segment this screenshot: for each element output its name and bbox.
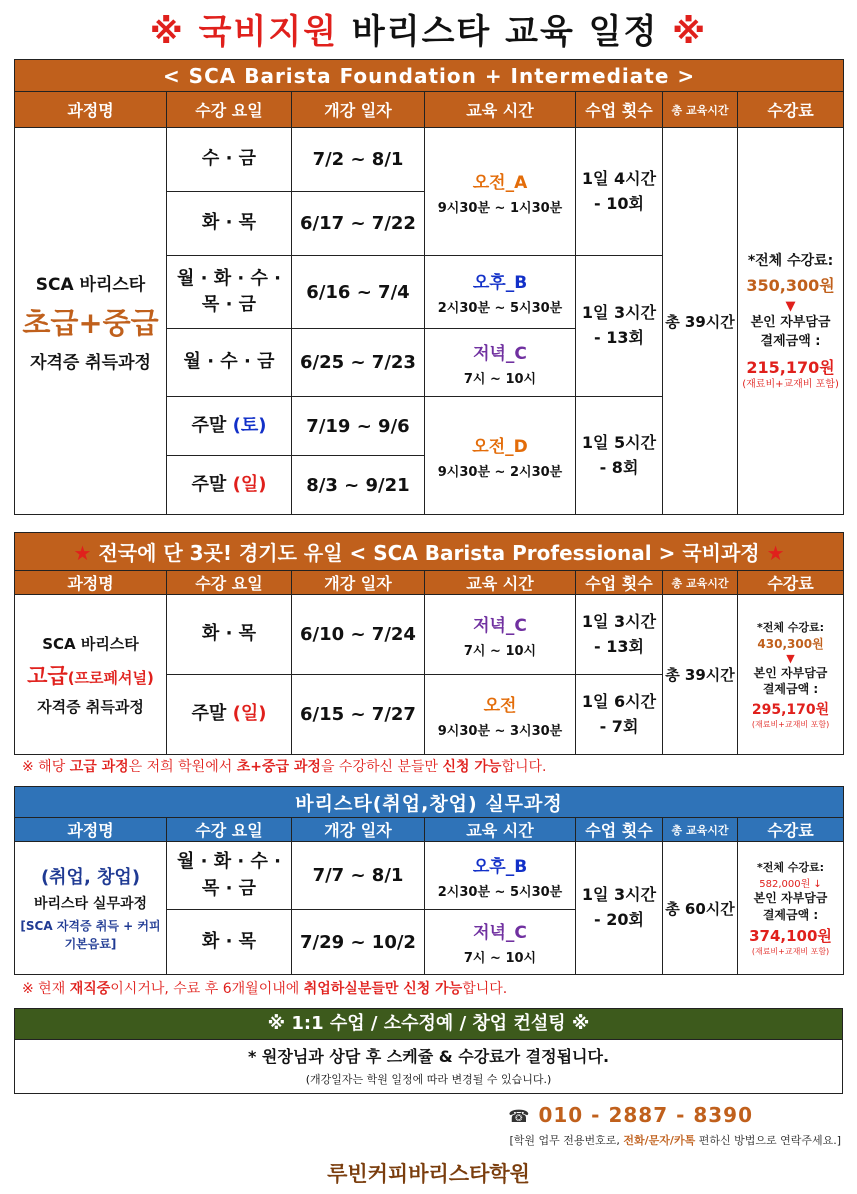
notice-bold: 고급 과정 [69,759,129,775]
down-arrow-icon: ▼ [786,651,795,665]
course-line: 바리스타 실무과정 [33,896,148,912]
fee-total: 430,300원 [757,636,824,651]
title-mark-right: ※ [672,12,708,52]
day-cell: 월 · 화 · 수 · 목 · 금 [167,256,292,329]
practical-schedule-table [14,786,844,975]
date-cell: 7/19 ~ 9/6 [292,397,425,456]
slot-range: 9시30분 ~ 2시30분 [437,464,563,480]
fee-label: *전체 수강료: [756,861,825,875]
fee-note: (재료비+교재비 포함) [751,720,830,730]
day-prefix: 주말 [191,703,227,725]
fee-total: 350,300원 [746,275,835,295]
fee-self-pay: 374,100원 [749,926,832,945]
banner-text: 전국에 단 3곳! 경기도 유일 < SCA Barista Professional > 국비과정 [98,541,760,565]
consulting-sub-text: (개강일자는 학원 일정에 따라 변경될 수 있습니다.) [305,1073,552,1086]
col-start-date: 개강 일자 [292,92,425,128]
fee-label: *전체 수강료: [756,620,825,634]
fee-cell [738,842,844,975]
course-level: 초급+중급 [22,305,159,340]
col-total-hours: 총 교육시간 [663,92,738,128]
day-cell [167,675,292,755]
professional-banner [15,533,844,571]
day-cell [167,456,292,515]
course-line: SCA 바리스타 [35,274,146,295]
course-line: 자격증 취득과정 [30,352,151,373]
star-icon: ★ [73,541,92,565]
notice-text: 이시거나, 수료 후 6개월이내에 [110,981,304,997]
session-count-cell [576,256,663,397]
course-line: SCA 바리스타 [42,634,139,653]
course-level-main: 고급 [27,663,68,688]
notice-text: 합니다. [501,759,547,775]
fee-self-pay: 215,170원 [746,358,835,378]
slot-range: 2시30분 ~ 5시30분 [437,884,563,900]
slot-label: 오전_A [472,172,528,193]
time-slot-cell [425,256,576,329]
session-count-cell [576,675,663,755]
slot-label: 저녁_C [473,343,527,364]
col-fee: 수강료 [738,92,844,128]
count-line: - 7회 [599,716,639,736]
count-line: 1일 3시간 [581,611,657,631]
col-start-date: 개강 일자 [292,818,425,842]
col-sessions: 수업 횟수 [576,92,663,128]
count-line: 1일 5시간 [581,432,657,452]
col-days: 수강 요일 [167,571,292,595]
session-count-cell [576,397,663,515]
notice-text: 은 저희 학원에서 [128,759,237,775]
course-name-cell [15,595,167,755]
academy-name: 루빈커피바리스타학원 [327,1162,530,1186]
title-rest: 바리스타 교육 일정 [351,12,659,52]
table-header-row [15,571,844,595]
day-cell [167,397,292,456]
consulting-title: ※ 1:1 수업 / 소수정예 / 창업 컨설팅 ※ [15,1009,842,1039]
total-hours-cell: 총 39시간 [663,595,738,755]
time-slot-cell [425,128,576,256]
time-slot-cell [425,842,576,910]
col-time: 교육 시간 [425,818,576,842]
col-start-date: 개강 일자 [292,571,425,595]
fee-label: *전체 수강료: [747,252,834,269]
col-fee: 수강료 [738,571,844,595]
fee-label: 결제금액 : [762,907,819,922]
contact-note-text: [학원 업무 전용번호로, [509,1134,624,1147]
fee-label: 결제금액 : [760,333,821,349]
slot-range: 9시30분 ~ 3시30분 [437,723,563,739]
slot-label: 오후_B [472,273,528,293]
count-line: 1일 6시간 [581,691,657,711]
consulting-main-text: * 원장님과 상담 후 스케쥴 & 수강료가 결정됩니다. [247,1047,610,1066]
notice-text: 을 수강하신 분들만 [320,759,443,775]
fee-total: 582,000원 ↓ [759,879,822,891]
day-cell: 화 · 목 [167,192,292,256]
foundation-schedule-table [14,59,844,515]
date-cell: 6/25 ~ 7/23 [292,329,425,397]
count-line: 1일 3시간 [581,885,657,905]
phone-icon: ☎ [508,1107,531,1127]
col-sessions: 수업 횟수 [576,571,663,595]
fee-label: 본인 자부담금 [753,665,828,680]
day-cell: 월 · 수 · 금 [167,329,292,397]
count-line: 1일 4시간 [581,168,657,188]
consulting-box [14,1008,843,1094]
notice-bold: 재직중 [69,981,111,997]
table-row [15,595,844,675]
fee-note: (재료비+교재비 포함) [751,946,830,956]
count-line: - 10회 [594,193,644,213]
down-arrow-icon: ▼ [785,298,796,314]
col-days: 수강 요일 [167,92,292,128]
col-course: 과정명 [15,571,167,595]
time-slot-cell [425,595,576,675]
contact-note-bold: 전화/문자/카톡 [623,1134,696,1147]
count-line: 1일 3시간 [581,303,657,323]
course-line: [SCA 자격증 취득 + 커피 기본음료] [20,919,161,951]
notice-bold: 취업하실분들만 신청 가능 [303,981,463,997]
notice-bold: 초+중급 과정 [236,759,321,775]
fee-cell [738,128,844,515]
session-count-cell [576,595,663,675]
col-total-hours: 총 교육시간 [663,818,738,842]
table-row [15,128,844,192]
date-cell: 6/17 ~ 7/22 [292,192,425,256]
slot-range: 9시30분 ~ 1시30분 [437,200,563,216]
day-saturday: (토) [232,414,267,436]
slot-range: 2시30분 ~ 5시30분 [437,301,563,316]
course-level [15,660,166,690]
time-slot-cell [425,675,576,755]
slot-label: 오전_D [472,436,528,457]
col-total-hours: 총 교육시간 [663,571,738,595]
date-cell: 7/29 ~ 10/2 [292,910,425,975]
contact-note [509,1132,841,1148]
slot-label: 오전 [483,695,517,716]
title-mark-left: ※ [149,12,185,52]
notice-bold: 신청 가능 [442,759,502,775]
count-line: - 20회 [594,910,644,929]
course-level-sub: (프로페셔널) [67,668,154,687]
notice-text: ※ 현재 [22,981,70,997]
slot-range: 7시 ~ 10시 [463,951,537,966]
course-name-cell [15,128,167,515]
day-prefix: 주말 [191,473,227,495]
date-cell: 7/7 ~ 8/1 [292,842,425,910]
day-cell: 화 · 목 [167,595,292,675]
fee-self-pay: 295,170원 [751,702,830,719]
table-row [15,842,844,910]
fee-cell [738,595,844,755]
slot-range: 7시 ~ 10시 [463,371,537,387]
col-days: 수강 요일 [167,818,292,842]
fee-note: (재료비+교재비 포함) [742,379,839,391]
fee-label: 본인 자부담금 [753,891,828,906]
total-hours-cell: 총 39시간 [663,128,738,515]
title-highlight: 국비지원 [198,12,339,52]
total-hours-cell: 총 60시간 [663,842,738,975]
professional-notice [22,756,547,776]
foundation-banner: < SCA Barista Foundation + Intermediate > [15,60,844,92]
time-slot-cell [425,329,576,397]
slot-label: 저녁_C [473,615,527,636]
col-time: 교육 시간 [425,92,576,128]
session-count-cell [576,842,663,975]
notice-text: 합니다. [462,981,508,997]
day-sunday: (일) [232,703,267,725]
col-fee: 수강료 [738,818,844,842]
course-name-cell [15,842,167,975]
notice-text: ※ 해당 [22,759,70,775]
col-sessions: 수업 횟수 [576,818,663,842]
fee-label: 본인 자부담금 [750,314,831,330]
date-cell: 6/16 ~ 7/4 [292,256,425,329]
col-course: 과정명 [15,818,167,842]
practical-banner: 바리스타(취업,창업) 실무과정 [15,787,844,818]
day-sunday: (일) [232,473,267,495]
consulting-body [15,1039,842,1093]
col-course: 과정명 [15,92,167,128]
phone-text: 010 - 2887 - 8390 [538,1103,753,1127]
practical-notice [22,978,507,998]
course-line: (취업, 창업) [40,867,141,888]
phone-number[interactable] [508,1103,753,1127]
table-header-row [15,818,844,842]
professional-schedule-table [14,532,844,755]
date-cell: 7/2 ~ 8/1 [292,128,425,192]
count-line: - 13회 [594,636,644,656]
star-icon: ★ [766,541,785,565]
count-line: - 13회 [594,328,644,347]
slot-range: 7시 ~ 10시 [463,643,537,659]
col-time: 교육 시간 [425,571,576,595]
session-count-cell [576,128,663,256]
slot-label: 오후_B [472,856,528,877]
contact-note-text: 편하신 방법으로 연락주세요.] [695,1134,841,1147]
count-line: - 8회 [599,457,639,477]
table-header-row [15,92,844,128]
day-prefix: 주말 [191,414,227,436]
day-cell: 월 · 화 · 수 · 목 · 금 [167,842,292,910]
day-cell: 화 · 목 [167,910,292,975]
page-title [0,4,857,53]
date-cell: 8/3 ~ 9/21 [292,456,425,515]
slot-label: 저녁_C [473,923,527,943]
date-cell: 6/15 ~ 7/27 [292,675,425,755]
fee-label: 결제금액 : [762,682,819,696]
time-slot-cell [425,910,576,975]
time-slot-cell [425,397,576,515]
date-cell: 6/10 ~ 7/24 [292,595,425,675]
course-line: 자격증 취득과정 [37,697,144,716]
day-cell: 수 · 금 [167,128,292,192]
